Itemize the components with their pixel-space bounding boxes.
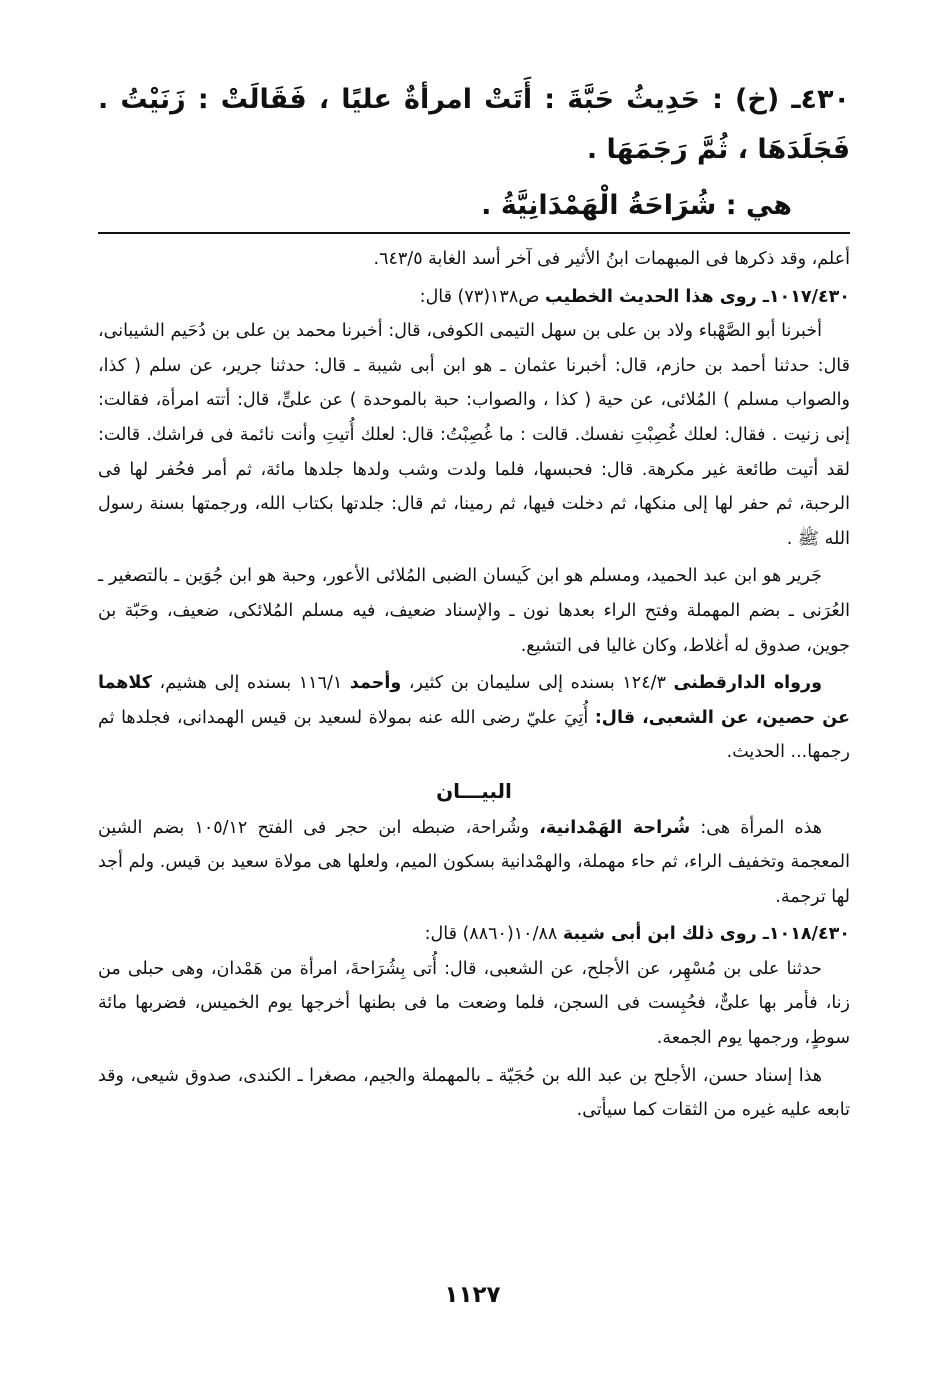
- narration-1017-text: أخبرنا أبو الصَّهْباء ولاد بن على بن سهل التيمى الكوفى، قال: أخبرنا محمد بن على بن دُحَيم الشيبانى، قال: حدثنا أحمد بن حازم، قال: أخبرنا عثمان ـ هو ابن أبى شيبة ـ قال: حدثنا جرير، عن سلم ( كذا، والصواب مسلم ) المُلائى، عن حية ( كذا ، والصواب: حبة بالموحدة ) عن علىٍّ، قال: أتته امرأة، فقالت: إنى زنيت . فقال: لعلك غُصِبْتِ نفسك. قالت : ما غُصِبْتُ: قال: لعلك أُتيتِ وأنت نائمة فى فراشك. قالت: لقد أتيت طائعة غير مكرهة. قال: فحبسها، فلما ولدت وشب ولدها جلدها مائة، ثم أمر فحُفر لها فى الرحبة، ثم حفر لها إلى منكها، ثم دخلت فيها، ثم رمينا، ثم قال: جلدتها بكتاب الله، ورجمتها بسنة رسول الله ﷺ .: [98, 321, 850, 549]
- bayan-paragraph: [98, 811, 850, 915]
- daraqutni-paragraph: [98, 666, 850, 770]
- narration-1017-ref: ص١٣٨(٧٣) قال:: [419, 286, 545, 307]
- narration-1018-title: ١٠١٨/٤٣٠ـ روى ذلك ابن أبى شيبة: [562, 924, 850, 945]
- narration-1018-grading: هذا إسناد حسن، الأجلح بن عبد الله بن حُجَيّة ـ بالمهملة والجيم، مصغرا ـ الكندى، صدوق شيعى، وقد تابعه عليه غيره من الثقات كما سيأتى.: [98, 1065, 850, 1121]
- narration-1018-text: حدثنا على بن مُسْهِر، عن الأجلح، عن الشعبى، قال: أُتى بِشُرَاحةَ، امرأة من هَمْدان، وهى حبلى من زنا، فأمر بها علىٌّ، فحُبِست فى السجن، فلما وضعت ما فى بطنها أخرجها يوم الخميس، فضربها مائة سوطٍ، ورجمها يوم الجمعة.: [98, 958, 850, 1049]
- ahmad-label: وأحمد: [349, 673, 402, 694]
- page-number: ١١٢٧: [444, 1282, 501, 1308]
- both-from-husayn: كلاهما عن حصين، عن الشعبى، قال:: [98, 673, 850, 728]
- narration-1017-title: ١٠١٧/٤٣٠ـ روى هذا الحديث الخطيب: [544, 286, 850, 307]
- narration-1017-grading: جَرير هو ابن عبد الحميد، ومسلم هو ابن كَيسان الضبى المُلائى الأعور، وحبة هو ابن جُوَين ـ بالتصغير ـ العُرَنى ـ بضم المهملة وفتح الراء بعدها نون ـ والإسناد ضعيف، فيه مسلم المُلائكى، ضعيف، وحَبّة بن جوين، صدوق له أغلاط، وكان غاليا فى التشيع.: [98, 566, 850, 656]
- daraqutni-text: أُتِيَ عليّ رضى الله عنه بمولاة لسعيد بن قيس الهمدانى، فجلدها ثم رجمها... الحديث.: [98, 707, 850, 763]
- narration-1018-header: [98, 917, 850, 952]
- daraqutni-label: ورواه الدارقطنى: [673, 673, 822, 694]
- main-line-hadith: ٤٣٠ـ (خ) : حَدِيثُ حَبَّةَ : أَتَتْ امرأةٌ عليًا ، فَقَالَتْ : زَنَيْتُ . فَجَلَدَهَا ، ثُمَّ رَجَمَهَا .: [98, 84, 850, 165]
- main-line-identification: هي : شُرَاحَةُ الْهَمْدَانِيَّةُ .: [481, 190, 792, 221]
- bayan-heading: البيـــان: [436, 778, 512, 803]
- daraqutni-ref: ١٢٤/٣ بسنده إلى سليمان بن كثير،: [401, 673, 674, 694]
- ahmad-ref: ١١٦/١ بسنده إلى هشيم،: [151, 673, 350, 694]
- narration-1018-ref: ١٠/٨٨(٨٨٦٠) قال:: [424, 924, 563, 945]
- main-text: [98, 75, 850, 231]
- footnote-divider: [98, 232, 850, 234]
- bayan-text: وشُراحة، ضبطه ابن حجر فى الفتح ١٠٥/١٢ بضم الشين المعجمة وتخفيف الراء، ثم حاء مهملة، والهمْدانية بسكون الميم، ولعلها هى مولاة سعيد بن قيس. ولم أجد لها ترجمة.: [98, 817, 850, 907]
- footnotes: [98, 242, 850, 1128]
- narration-1017-header: [98, 280, 850, 315]
- note-continuation: أعلم، وقد ذكرها فى المبهمات ابنُ الأثير فى آخر أسد الغابة ٦٤٣/٥.: [373, 249, 850, 269]
- bayan-intro: هذه المرأة هى:: [690, 817, 822, 838]
- bayan-name: شُراحة الهَمْدانية،: [539, 817, 691, 838]
